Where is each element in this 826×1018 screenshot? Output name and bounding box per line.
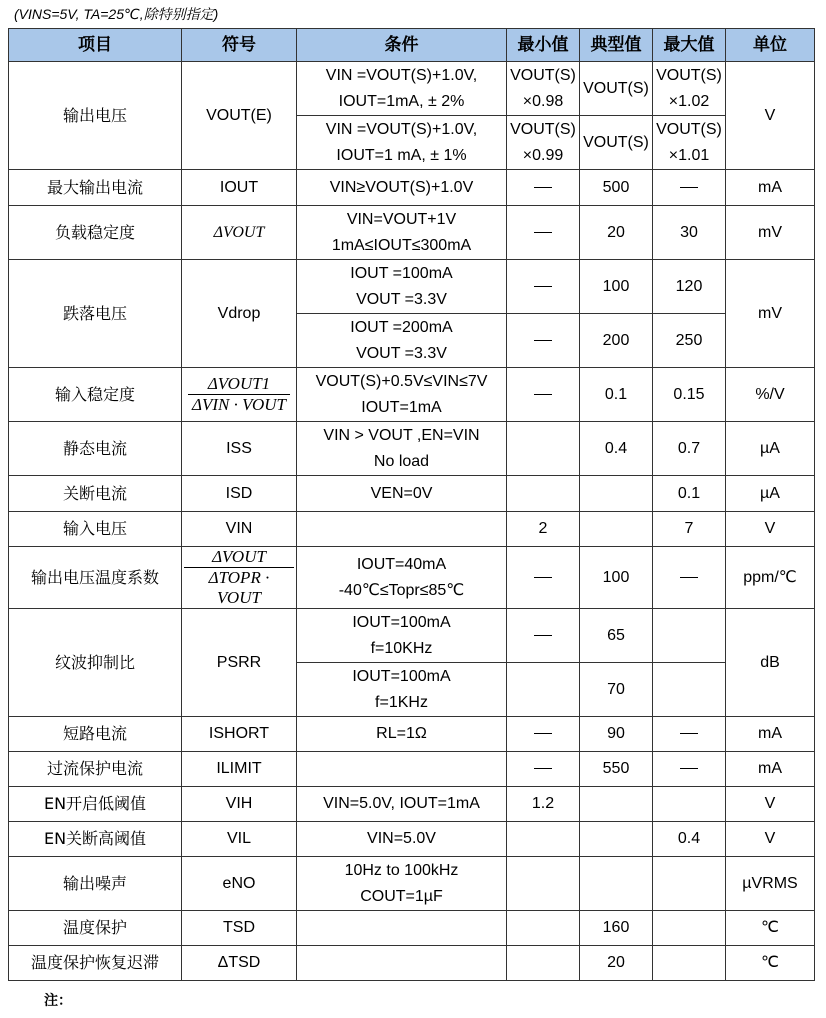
header-symbol: 符号 (182, 29, 297, 62)
cell-max: 0.1 (653, 476, 726, 512)
cond-line: VOUT =3.3V (356, 290, 447, 308)
cell-condition: VIN=5.0V (297, 822, 507, 857)
cell-min (507, 62, 580, 116)
cell-max (653, 911, 726, 946)
table-row (9, 857, 815, 911)
cell-symbol: VOUT(E) (182, 62, 297, 170)
cell-condition: VIN≥VOUT(S)+1.0V (297, 170, 507, 206)
table-row (9, 206, 815, 260)
table-row (9, 170, 815, 206)
dash-mark (680, 768, 698, 769)
cell-typ: 100 (580, 547, 653, 609)
cell-typ (580, 822, 653, 857)
table-row (9, 787, 815, 822)
cell-max: 250 (653, 314, 726, 368)
cell-max: 0.4 (653, 822, 726, 857)
cell-condition (297, 512, 507, 547)
cond-line: f=1KHz (375, 693, 428, 711)
min-line: VOUT(S) (510, 120, 576, 138)
fraction-numerator: ΔVOUT1 (188, 374, 290, 395)
cell-typ: 0.1 (580, 368, 653, 422)
cell-condition (297, 368, 507, 422)
dash-mark (680, 577, 698, 578)
cell-max (653, 62, 726, 116)
cell-condition (297, 946, 507, 981)
cell-unit: ℃ (726, 946, 815, 981)
cell-symbol (182, 368, 297, 422)
cell-symbol: ΔTSD (182, 946, 297, 981)
cell-condition (297, 314, 507, 368)
symbol-fraction (184, 547, 294, 608)
cell-unit: mV (726, 206, 815, 260)
cell-typ: 0.4 (580, 422, 653, 476)
cond-line: 1mA≤IOUT≤300mA (331, 236, 472, 254)
cell-condition: VIN=5.0V, IOUT=1mA (297, 787, 507, 822)
cell-min (507, 857, 580, 911)
cell-typ: 500 (580, 170, 653, 206)
cell-typ: VOUT(S) (580, 116, 653, 170)
cell-max (653, 609, 726, 663)
cell-condition (297, 422, 507, 476)
dash-mark (680, 187, 698, 188)
cond-line: IOUT=40mA (356, 555, 447, 573)
cell-min: 2 (507, 512, 580, 547)
test-conditions: (VINS=5V, TA=25℃,除特别指定) (14, 6, 219, 22)
cell-condition (297, 911, 507, 946)
cell-max (653, 547, 726, 609)
cell-symbol: ISHORT (182, 717, 297, 752)
cond-line: VIN =VOUT(S)+1.0V, (325, 120, 478, 138)
dash-mark (534, 340, 552, 341)
cell-typ: 550 (580, 752, 653, 787)
cell-item: 纹波抑制比 (9, 609, 182, 717)
cell-unit: µA (726, 422, 815, 476)
cell-unit: µVRMS (726, 857, 815, 911)
cond-line: VIN > VOUT ,EN=VIN (323, 426, 480, 444)
cell-condition: VEN=0V (297, 476, 507, 512)
cond-line: No load (373, 452, 430, 470)
cell-item: 温度保护恢复迟滞 (9, 946, 182, 981)
cond-line: -40℃≤Topr≤85℃ (338, 581, 465, 599)
cell-symbol: ILIMIT (182, 752, 297, 787)
cell-unit: V (726, 62, 815, 170)
cell-max: 120 (653, 260, 726, 314)
cell-min: 1.2 (507, 787, 580, 822)
cell-symbol: Vdrop (182, 260, 297, 368)
cell-condition: RL=1Ω (297, 717, 507, 752)
fraction-denominator: ΔTOPR · VOUT (208, 568, 270, 607)
table-row (9, 946, 815, 981)
cond-line: f=10KHz (370, 639, 433, 657)
cell-typ: 70 (580, 663, 653, 717)
table-row (9, 822, 815, 857)
cell-unit: ppm/℃ (726, 547, 815, 609)
cell-min (507, 170, 580, 206)
cell-condition (297, 116, 507, 170)
cell-unit: V (726, 822, 815, 857)
cell-max: 0.15 (653, 368, 726, 422)
cell-condition (297, 260, 507, 314)
cell-typ: 90 (580, 717, 653, 752)
cell-typ: 200 (580, 314, 653, 368)
cond-line: COUT=1µF (360, 887, 443, 905)
dash-mark (534, 577, 552, 578)
cell-typ: 160 (580, 911, 653, 946)
cell-unit: µA (726, 476, 815, 512)
dash-mark (534, 286, 552, 287)
header-typ: 典型值 (580, 29, 653, 62)
cell-condition (297, 206, 507, 260)
cond-line: VOUT(S)+0.5V≤VIN≤7V (315, 372, 488, 390)
cell-typ: 20 (580, 946, 653, 981)
cell-item: 过流保护电流 (9, 752, 182, 787)
header-condition: 条件 (297, 29, 507, 62)
cell-max: 30 (653, 206, 726, 260)
cell-typ (580, 512, 653, 547)
table-row (9, 368, 815, 422)
cell-typ: 20 (580, 206, 653, 260)
cell-symbol: VIH (182, 787, 297, 822)
cell-max (653, 857, 726, 911)
cell-min (507, 116, 580, 170)
cell-item: 静态电流 (9, 422, 182, 476)
electrical-characteristics-table (8, 28, 815, 981)
cond-line: VIN =VOUT(S)+1.0V, (325, 66, 478, 84)
cell-symbol (182, 547, 297, 609)
cell-item: 输入电压 (9, 512, 182, 547)
cell-item: 输入稳定度 (9, 368, 182, 422)
cell-typ: VOUT(S) (580, 62, 653, 116)
cell-unit: mA (726, 170, 815, 206)
cell-min (507, 752, 580, 787)
cell-item: 最大输出电流 (9, 170, 182, 206)
fraction-numerator: ΔVOUT (184, 547, 294, 568)
header-max: 最大值 (653, 29, 726, 62)
cell-unit: ℃ (726, 911, 815, 946)
cell-unit: mA (726, 752, 815, 787)
cell-max: 7 (653, 512, 726, 547)
cell-symbol: VIN (182, 512, 297, 547)
cell-item: 关断电流 (9, 476, 182, 512)
dash-mark (534, 187, 552, 188)
min-line: ×0.99 (522, 146, 564, 164)
cell-typ: 100 (580, 260, 653, 314)
cell-min (507, 476, 580, 512)
cell-max (653, 787, 726, 822)
cond-line: IOUT=1mA, ± 2% (338, 92, 465, 110)
cond-line: IOUT=1 mA, ± 1% (336, 146, 467, 164)
max-line: ×1.01 (668, 146, 710, 164)
table-row (9, 547, 815, 609)
cell-typ: 65 (580, 609, 653, 663)
cell-unit: mA (726, 717, 815, 752)
header-unit: 单位 (726, 29, 815, 62)
cell-min (507, 260, 580, 314)
table-row (9, 752, 815, 787)
cond-line: VIN=VOUT+1V (346, 210, 457, 228)
cell-symbol: ISD (182, 476, 297, 512)
cell-min (507, 368, 580, 422)
symbol-fraction (188, 374, 290, 415)
cell-symbol: VIL (182, 822, 297, 857)
dash-mark (534, 394, 552, 395)
max-line: VOUT(S) (656, 120, 722, 138)
cell-min (507, 911, 580, 946)
cell-item: 输出电压温度系数 (9, 547, 182, 609)
cell-condition (297, 609, 507, 663)
max-line: ×1.02 (668, 92, 710, 110)
cell-max (653, 116, 726, 170)
cond-line: IOUT =200mA (350, 318, 453, 336)
cell-typ (580, 857, 653, 911)
cell-max (653, 946, 726, 981)
cell-condition (297, 857, 507, 911)
header-item: 项目 (9, 29, 182, 62)
cell-min (507, 206, 580, 260)
cell-item: 负载稳定度 (9, 206, 182, 260)
table-row (9, 512, 815, 547)
cell-symbol: TSD (182, 911, 297, 946)
dash-mark (534, 733, 552, 734)
cell-item: 跌落电压 (9, 260, 182, 368)
cell-min (507, 314, 580, 368)
cell-unit: mV (726, 260, 815, 368)
cond-line: VOUT =3.3V (356, 344, 447, 362)
dash-mark (534, 635, 552, 636)
cell-typ (580, 787, 653, 822)
cell-max (653, 663, 726, 717)
cell-symbol: ΔVOUT (182, 206, 297, 260)
cell-item: 温度保护 (9, 911, 182, 946)
cell-max (653, 170, 726, 206)
table-row (9, 422, 815, 476)
cell-max: 0.7 (653, 422, 726, 476)
table-header-row (9, 29, 815, 62)
dash-mark (680, 733, 698, 734)
header-min: 最小值 (507, 29, 580, 62)
cell-min (507, 946, 580, 981)
cell-symbol: eNO (182, 857, 297, 911)
cond-line: IOUT =100mA (350, 264, 453, 282)
cell-min (507, 422, 580, 476)
dash-mark (534, 768, 552, 769)
cell-unit: V (726, 512, 815, 547)
cell-max (653, 717, 726, 752)
cell-min (507, 822, 580, 857)
cell-item: 短路电流 (9, 717, 182, 752)
note-label: 注： (44, 993, 72, 1009)
cond-line: IOUT=100mA (352, 667, 451, 685)
table-row (9, 476, 815, 512)
cond-line: 10Hz to 100kHz (344, 861, 459, 879)
cell-unit: %/V (726, 368, 815, 422)
cell-symbol: ISS (182, 422, 297, 476)
min-line: VOUT(S) (510, 66, 576, 84)
cond-line: IOUT=100mA (352, 613, 451, 631)
cell-item: 输出电压 (9, 62, 182, 170)
cell-item: EN关断高阈值 (9, 822, 182, 857)
cell-condition (297, 752, 507, 787)
cell-min (507, 609, 580, 663)
cell-symbol: PSRR (182, 609, 297, 717)
fraction-denominator: ΔVIN · VOUT (192, 395, 286, 414)
cell-unit: dB (726, 609, 815, 717)
cell-min (507, 717, 580, 752)
cell-item: 输出噪声 (9, 857, 182, 911)
cell-max (653, 752, 726, 787)
cell-symbol: IOUT (182, 170, 297, 206)
cell-min (507, 547, 580, 609)
cell-condition (297, 663, 507, 717)
table-row (9, 62, 815, 116)
cell-condition (297, 547, 507, 609)
table-row (9, 911, 815, 946)
table-row (9, 260, 815, 314)
min-line: ×0.98 (522, 92, 564, 110)
cell-typ (580, 476, 653, 512)
cell-item: EN开启低阈值 (9, 787, 182, 822)
max-line: VOUT(S) (656, 66, 722, 84)
cell-min (507, 663, 580, 717)
dash-mark (534, 232, 552, 233)
table-row (9, 717, 815, 752)
cond-line: IOUT=1mA (361, 398, 442, 416)
cell-unit: V (726, 787, 815, 822)
table-row (9, 609, 815, 663)
cell-condition (297, 62, 507, 116)
